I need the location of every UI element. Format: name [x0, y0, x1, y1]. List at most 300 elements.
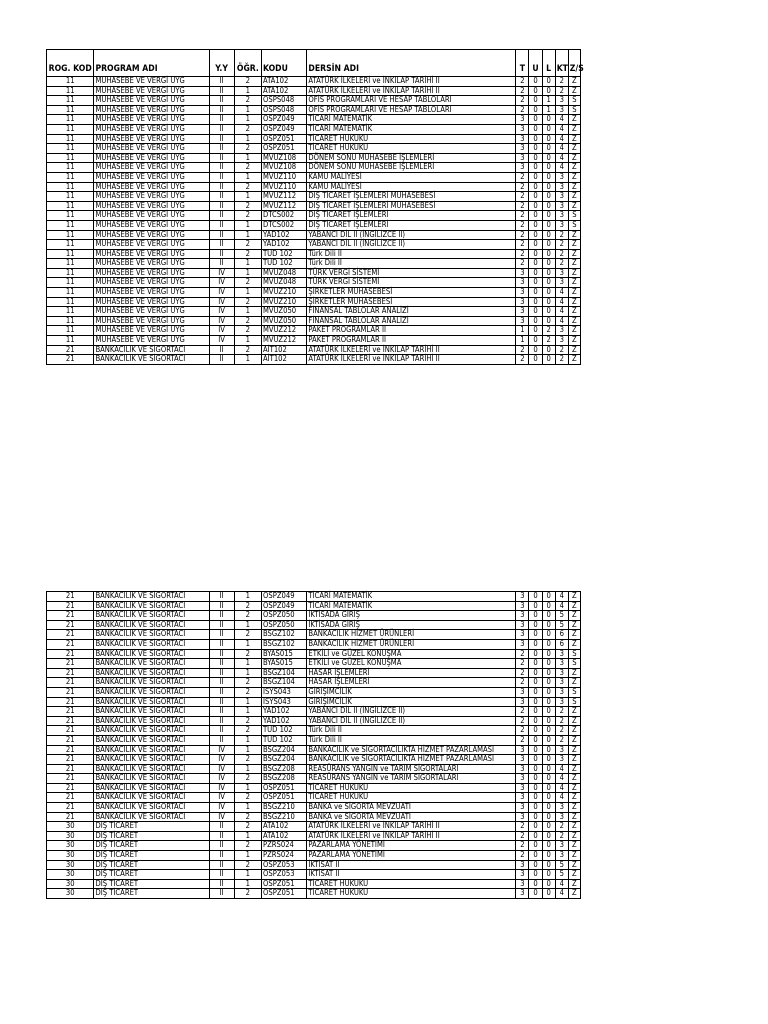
- education-cell: 2: [234, 96, 261, 106]
- prog-code-cell: 21: [47, 755, 94, 765]
- zs-cell: Z: [568, 870, 580, 880]
- spacer-cell: [516, 50, 529, 64]
- kt-cell: 3: [555, 697, 568, 707]
- program-name-cell: BANKACILIK VE SİGORTACI: [94, 726, 209, 736]
- prog-code-cell: 11: [47, 220, 94, 230]
- u-cell: 0: [529, 764, 542, 774]
- year-cell: II: [209, 611, 234, 621]
- u-cell: 0: [529, 879, 542, 889]
- program-name-cell: MUHASEBE VE VERGİ UYG: [94, 192, 209, 202]
- zs-cell: Z: [568, 831, 580, 841]
- course-name-cell: DÖNEM SONU MUHASEBE İŞLEMLERİ: [307, 163, 516, 173]
- u-cell: 0: [529, 115, 542, 125]
- course-code-cell: BSGZ204: [261, 755, 306, 765]
- zs-cell: Z: [568, 297, 580, 307]
- program-name-cell: BANKACILIK VE SİGORTACI: [94, 793, 209, 803]
- l-cell: 0: [542, 172, 555, 182]
- year-cell: II: [209, 697, 234, 707]
- course-code-cell: OSPZ051: [261, 879, 306, 889]
- l-cell: 0: [542, 278, 555, 288]
- education-cell: 1: [234, 879, 261, 889]
- zs-cell: Z: [568, 783, 580, 793]
- zs-cell: Z: [568, 240, 580, 250]
- prog-code-cell: 11: [47, 249, 94, 259]
- education-cell: 1: [234, 783, 261, 793]
- kt-cell: 5: [555, 870, 568, 880]
- year-cell: II: [209, 240, 234, 250]
- course-name-cell: ŞİRKETLER MUHASEBESİ: [307, 288, 516, 298]
- course-code-cell: PZRS024: [261, 841, 306, 851]
- zs-cell: Z: [568, 601, 580, 611]
- kt-cell: 3: [555, 659, 568, 669]
- l-cell: 0: [542, 182, 555, 192]
- spacer-cell: [261, 50, 306, 64]
- education-cell: 2: [234, 144, 261, 154]
- u-cell: 0: [529, 172, 542, 182]
- l-cell: 0: [542, 812, 555, 822]
- year-cell: II: [209, 115, 234, 125]
- year-cell: IV: [209, 278, 234, 288]
- t-cell: 2: [516, 649, 529, 659]
- t-cell: 2: [516, 230, 529, 240]
- program-name-cell: BANKACILIK VE SİGORTACI: [94, 687, 209, 697]
- kt-cell: 5: [555, 620, 568, 630]
- prog-code-cell: 11: [47, 211, 94, 221]
- course-name-cell: ATATÜRK İLKELERİ ve İNKILAP TARİHİ II: [307, 822, 516, 832]
- course-name-cell: OFİS PROGRAMLARI VE HESAP TABLOLARI: [307, 96, 516, 106]
- year-cell: IV: [209, 336, 234, 346]
- program-name-cell: MUHASEBE VE VERGİ UYG: [94, 336, 209, 346]
- education-cell: 2: [234, 716, 261, 726]
- prog-code-cell: 11: [47, 297, 94, 307]
- course-code-cell: MVUZ050: [261, 307, 306, 317]
- course-code-cell: BYAS015: [261, 659, 306, 669]
- u-cell: 0: [529, 182, 542, 192]
- course-name-cell: OFİS PROGRAMLARI VE HESAP TABLOLARI: [307, 105, 516, 115]
- kt-cell: 4: [555, 153, 568, 163]
- program-name-cell: MUHASEBE VE VERGİ UYG: [94, 77, 209, 87]
- education-cell: 2: [234, 812, 261, 822]
- u-cell: 0: [529, 220, 542, 230]
- kt-cell: 3: [555, 678, 568, 688]
- course-code-cell: MVUZ212: [261, 336, 306, 346]
- course-name-cell: REASÜRANS YANGIN ve TARIM SİGORTALARI: [307, 764, 516, 774]
- t-cell: 2: [516, 201, 529, 211]
- table-row: [47, 592, 581, 602]
- l-cell: 0: [542, 630, 555, 640]
- table-row: [47, 288, 581, 298]
- zs-cell: Z: [568, 716, 580, 726]
- kt-cell: 3: [555, 336, 568, 346]
- course-code-cell: MVUZ212: [261, 326, 306, 336]
- u-cell: 0: [529, 307, 542, 317]
- course-name-cell: FİNANSAL TABLOLAR ANALİZİ: [307, 316, 516, 326]
- course-code-cell: OSPZ051: [261, 144, 306, 154]
- t-cell: 3: [516, 870, 529, 880]
- program-name-cell: MUHASEBE VE VERGİ UYG: [94, 326, 209, 336]
- l-cell: 0: [542, 355, 555, 365]
- prog-code-cell: 30: [47, 860, 94, 870]
- l-cell: 0: [542, 620, 555, 630]
- t-cell: 3: [516, 630, 529, 640]
- table-row: [47, 96, 581, 106]
- l-cell: 0: [542, 764, 555, 774]
- kt-cell: 3: [555, 268, 568, 278]
- kt-cell: 3: [555, 649, 568, 659]
- course-code-cell: ATA102: [261, 822, 306, 832]
- year-cell: II: [209, 211, 234, 221]
- course-code-cell: TUD 102: [261, 735, 306, 745]
- course-name-cell: BANKA ve SİGORTA MEVZUATI: [307, 812, 516, 822]
- program-name-cell: MUHASEBE VE VERGİ UYG: [94, 316, 209, 326]
- prog-code-cell: 30: [47, 822, 94, 832]
- education-cell: 2: [234, 860, 261, 870]
- t-cell: 3: [516, 268, 529, 278]
- u-cell: 0: [529, 211, 542, 221]
- year-cell: II: [209, 182, 234, 192]
- u-cell: 0: [529, 192, 542, 202]
- kt-cell: 4: [555, 793, 568, 803]
- table-row: [47, 144, 581, 154]
- l-cell: 0: [542, 124, 555, 134]
- education-cell: 2: [234, 793, 261, 803]
- zs-cell: Z: [568, 77, 580, 87]
- u-cell: 0: [529, 153, 542, 163]
- t-cell: 3: [516, 278, 529, 288]
- t-cell: 3: [516, 611, 529, 621]
- course-name-cell: BANKACILIK ve SİGORTACILIKTA HİZMET PAZARLAMASI: [307, 755, 516, 765]
- prog-code-cell: 21: [47, 611, 94, 621]
- course-code-cell: OSPZ051: [261, 793, 306, 803]
- table-row: [47, 659, 581, 669]
- u-cell: 0: [529, 870, 542, 880]
- year-cell: II: [209, 192, 234, 202]
- t-cell: 2: [516, 220, 529, 230]
- zs-cell: Z: [568, 268, 580, 278]
- u-cell: 0: [529, 726, 542, 736]
- kt-cell: 3: [555, 668, 568, 678]
- u-cell: 0: [529, 134, 542, 144]
- year-cell: II: [209, 96, 234, 106]
- prog-code-cell: 21: [47, 745, 94, 755]
- course-name-cell: TİCARİ MATEMATİK: [307, 601, 516, 611]
- education-cell: 2: [234, 601, 261, 611]
- t-cell: 2: [516, 240, 529, 250]
- education-cell: 2: [234, 326, 261, 336]
- program-name-cell: MUHASEBE VE VERGİ UYG: [94, 307, 209, 317]
- zs-cell: S: [568, 697, 580, 707]
- zs-cell: Z: [568, 182, 580, 192]
- education-cell: 1: [234, 192, 261, 202]
- zs-cell: Z: [568, 115, 580, 125]
- zs-cell: Z: [568, 326, 580, 336]
- l-cell: 0: [542, 841, 555, 851]
- zs-cell: S: [568, 659, 580, 669]
- year-cell: IV: [209, 793, 234, 803]
- course-name-cell: TİCARİ MATEMATİK: [307, 115, 516, 125]
- prog-code-cell: 11: [47, 336, 94, 346]
- education-cell: 1: [234, 831, 261, 841]
- t-cell: 3: [516, 601, 529, 611]
- l-cell: 0: [542, 793, 555, 803]
- spacer-cell: [542, 50, 555, 64]
- l-cell: 0: [542, 716, 555, 726]
- zs-cell: Z: [568, 812, 580, 822]
- t-cell: 3: [516, 134, 529, 144]
- program-name-cell: BANKACILIK VE SİGORTACI: [94, 668, 209, 678]
- education-cell: 2: [234, 649, 261, 659]
- program-name-cell: BANKACILIK VE SİGORTACI: [94, 678, 209, 688]
- zs-cell: S: [568, 96, 580, 106]
- course-code-cell: AİT102: [261, 345, 306, 355]
- t-cell: 3: [516, 124, 529, 134]
- t-cell: 3: [516, 774, 529, 784]
- prog-code-cell: 11: [47, 182, 94, 192]
- education-cell: 1: [234, 288, 261, 298]
- course-name-cell: DIŞ TİCARET İŞLEMLERİ: [307, 220, 516, 230]
- year-cell: IV: [209, 755, 234, 765]
- u-cell: 0: [529, 144, 542, 154]
- kt-cell: 4: [555, 134, 568, 144]
- t-cell: 1: [516, 336, 529, 346]
- prog-code-cell: 21: [47, 774, 94, 784]
- course-code-cell: BSGZ204: [261, 745, 306, 755]
- course-name-cell: Türk Dili II: [307, 259, 516, 269]
- kt-cell: 2: [555, 259, 568, 269]
- course-code-cell: OSPZ051: [261, 889, 306, 899]
- course-name-cell: PAZARLAMA YÖNETİMİ: [307, 851, 516, 861]
- t-cell: 2: [516, 726, 529, 736]
- table-row: [47, 735, 581, 745]
- course-name-cell: GİRİŞİMCİLİK: [307, 687, 516, 697]
- table-row: [47, 803, 581, 813]
- l-cell: 0: [542, 144, 555, 154]
- program-name-cell: BANKACILIK VE SİGORTACI: [94, 745, 209, 755]
- table-row: [47, 211, 581, 221]
- zs-cell: Z: [568, 316, 580, 326]
- l-cell: 1: [542, 96, 555, 106]
- header-spacer-row: [47, 50, 581, 64]
- course-name-cell: YABANCI DİL II (İNGİLİZCE II): [307, 240, 516, 250]
- program-name-cell: BANKACILIK VE SİGORTACI: [94, 774, 209, 784]
- kt-cell: 3: [555, 841, 568, 851]
- zs-cell: Z: [568, 726, 580, 736]
- course-name-cell: DIŞ TİCARET İŞLEMLERİ MUHASEBESİ: [307, 201, 516, 211]
- zs-cell: Z: [568, 678, 580, 688]
- column-header: Y.Y: [209, 63, 234, 77]
- zs-cell: Z: [568, 249, 580, 259]
- zs-cell: Z: [568, 745, 580, 755]
- course-name-cell: ATATÜRK İLKELERİ ve İNKILAP TARİHİ II: [307, 355, 516, 365]
- course-name-cell: TİCARET HUKUKU: [307, 134, 516, 144]
- course-code-cell: BSGZ104: [261, 678, 306, 688]
- prog-code-cell: 21: [47, 620, 94, 630]
- zs-cell: Z: [568, 620, 580, 630]
- education-cell: 2: [234, 889, 261, 899]
- program-name-cell: MUHASEBE VE VERGİ UYG: [94, 115, 209, 125]
- course-code-cell: OSPZ053: [261, 870, 306, 880]
- program-name-cell: BANKACILIK VE SİGORTACI: [94, 620, 209, 630]
- program-name-cell: BANKACILIK VE SİGORTACI: [94, 611, 209, 621]
- kt-cell: 3: [555, 812, 568, 822]
- education-cell: 1: [234, 259, 261, 269]
- year-cell: II: [209, 220, 234, 230]
- course-code-cell: OSPZ053: [261, 860, 306, 870]
- year-cell: II: [209, 851, 234, 861]
- program-name-cell: MUHASEBE VE VERGİ UYG: [94, 268, 209, 278]
- year-cell: II: [209, 639, 234, 649]
- l-cell: 0: [542, 288, 555, 298]
- program-name-cell: MUHASEBE VE VERGİ UYG: [94, 230, 209, 240]
- column-header: ROG. KOD: [47, 63, 94, 77]
- program-name-cell: MUHASEBE VE VERGİ UYG: [94, 105, 209, 115]
- course-code-cell: BSGZ102: [261, 630, 306, 640]
- course-code-cell: BSGZ102: [261, 639, 306, 649]
- t-cell: 3: [516, 153, 529, 163]
- program-name-cell: BANKACILIK VE SİGORTACI: [94, 764, 209, 774]
- prog-code-cell: 11: [47, 230, 94, 240]
- kt-cell: 2: [555, 831, 568, 841]
- column-header: Z/S: [568, 63, 580, 77]
- year-cell: II: [209, 144, 234, 154]
- education-cell: 2: [234, 687, 261, 697]
- t-cell: 3: [516, 860, 529, 870]
- course-name-cell: ATATÜRK İLKELERİ ve İNKILAP TARİHİ II: [307, 86, 516, 96]
- course-table-1: [46, 49, 584, 365]
- u-cell: 0: [529, 678, 542, 688]
- course-code-cell: MVUZ110: [261, 182, 306, 192]
- l-cell: 0: [542, 601, 555, 611]
- prog-code-cell: 21: [47, 345, 94, 355]
- program-name-cell: MUHASEBE VE VERGİ UYG: [94, 86, 209, 96]
- u-cell: 0: [529, 163, 542, 173]
- t-cell: 2: [516, 659, 529, 669]
- course-code-cell: MVUZ210: [261, 288, 306, 298]
- year-cell: II: [209, 678, 234, 688]
- table-row: [47, 678, 581, 688]
- prog-code-cell: 11: [47, 259, 94, 269]
- l-cell: 0: [542, 115, 555, 125]
- kt-cell: 2: [555, 230, 568, 240]
- year-cell: II: [209, 620, 234, 630]
- u-cell: 0: [529, 889, 542, 899]
- education-cell: 1: [234, 668, 261, 678]
- education-cell: 2: [234, 774, 261, 784]
- program-name-cell: MUHASEBE VE VERGİ UYG: [94, 144, 209, 154]
- u-cell: 0: [529, 620, 542, 630]
- l-cell: 0: [542, 307, 555, 317]
- spacer-cell: [307, 50, 516, 64]
- program-name-cell: MUHASEBE VE VERGİ UYG: [94, 259, 209, 269]
- u-cell: 0: [529, 649, 542, 659]
- table-row: [47, 822, 581, 832]
- spacer-cell: [555, 50, 568, 64]
- t-cell: 2: [516, 668, 529, 678]
- t-cell: 3: [516, 687, 529, 697]
- prog-code-cell: 11: [47, 115, 94, 125]
- course-code-cell: ATA102: [261, 86, 306, 96]
- u-cell: 0: [529, 105, 542, 115]
- year-cell: II: [209, 86, 234, 96]
- kt-cell: 2: [555, 240, 568, 250]
- prog-code-cell: 21: [47, 355, 94, 365]
- education-cell: 1: [234, 745, 261, 755]
- zs-cell: S: [568, 649, 580, 659]
- l-cell: 0: [542, 860, 555, 870]
- year-cell: IV: [209, 783, 234, 793]
- u-cell: 0: [529, 851, 542, 861]
- kt-cell: 4: [555, 124, 568, 134]
- kt-cell: 5: [555, 611, 568, 621]
- program-name-cell: BANKACILIK VE SİGORTACI: [94, 812, 209, 822]
- zs-cell: Z: [568, 630, 580, 640]
- course-name-cell: TİCARET HUKUKU: [307, 783, 516, 793]
- course-code-cell: OSPS048: [261, 105, 306, 115]
- kt-cell: 4: [555, 879, 568, 889]
- program-name-cell: BANKACILIK VE SİGORTACI: [94, 355, 209, 365]
- year-cell: II: [209, 201, 234, 211]
- education-cell: 1: [234, 336, 261, 346]
- u-cell: 0: [529, 783, 542, 793]
- course-code-cell: ISYS043: [261, 687, 306, 697]
- table-row: [47, 774, 581, 784]
- course-name-cell: ATATÜRK İLKELERİ ve İNKILAP TARİHİ II: [307, 77, 516, 87]
- table-row: [47, 336, 581, 346]
- education-cell: 2: [234, 822, 261, 832]
- t-cell: 2: [516, 735, 529, 745]
- prog-code-cell: 21: [47, 793, 94, 803]
- prog-code-cell: 21: [47, 630, 94, 640]
- program-name-cell: BANKACILIK VE SİGORTACI: [94, 601, 209, 611]
- l-cell: 0: [542, 297, 555, 307]
- u-cell: 0: [529, 345, 542, 355]
- l-cell: 0: [542, 726, 555, 736]
- t-cell: 2: [516, 831, 529, 841]
- kt-cell: 3: [555, 211, 568, 221]
- zs-cell: Z: [568, 639, 580, 649]
- zs-cell: Z: [568, 230, 580, 240]
- t-cell: 2: [516, 211, 529, 221]
- course-code-cell: OSPZ051: [261, 783, 306, 793]
- table-row: [47, 707, 581, 717]
- course-name-cell: REASÜRANS YANGIN ve TARIM SİGORTALARI: [307, 774, 516, 784]
- l-cell: 0: [542, 153, 555, 163]
- prog-code-cell: 11: [47, 153, 94, 163]
- kt-cell: 6: [555, 630, 568, 640]
- year-cell: IV: [209, 288, 234, 298]
- education-cell: 2: [234, 201, 261, 211]
- kt-cell: 4: [555, 307, 568, 317]
- education-cell: 2: [234, 678, 261, 688]
- kt-cell: 2: [555, 822, 568, 832]
- kt-cell: 3: [555, 687, 568, 697]
- year-cell: II: [209, 879, 234, 889]
- column-header: T: [516, 63, 529, 77]
- course-name-cell: Türk Dili II: [307, 735, 516, 745]
- l-cell: 0: [542, 220, 555, 230]
- education-cell: 1: [234, 697, 261, 707]
- u-cell: 0: [529, 755, 542, 765]
- prog-code-cell: 11: [47, 192, 94, 202]
- l-cell: 0: [542, 649, 555, 659]
- course-code-cell: YAD102: [261, 240, 306, 250]
- prog-code-cell: 21: [47, 649, 94, 659]
- l-cell: 0: [542, 697, 555, 707]
- program-name-cell: MUHASEBE VE VERGİ UYG: [94, 278, 209, 288]
- zs-cell: Z: [568, 707, 580, 717]
- u-cell: 0: [529, 86, 542, 96]
- course-name-cell: PAKET PROGRAMLAR II: [307, 336, 516, 346]
